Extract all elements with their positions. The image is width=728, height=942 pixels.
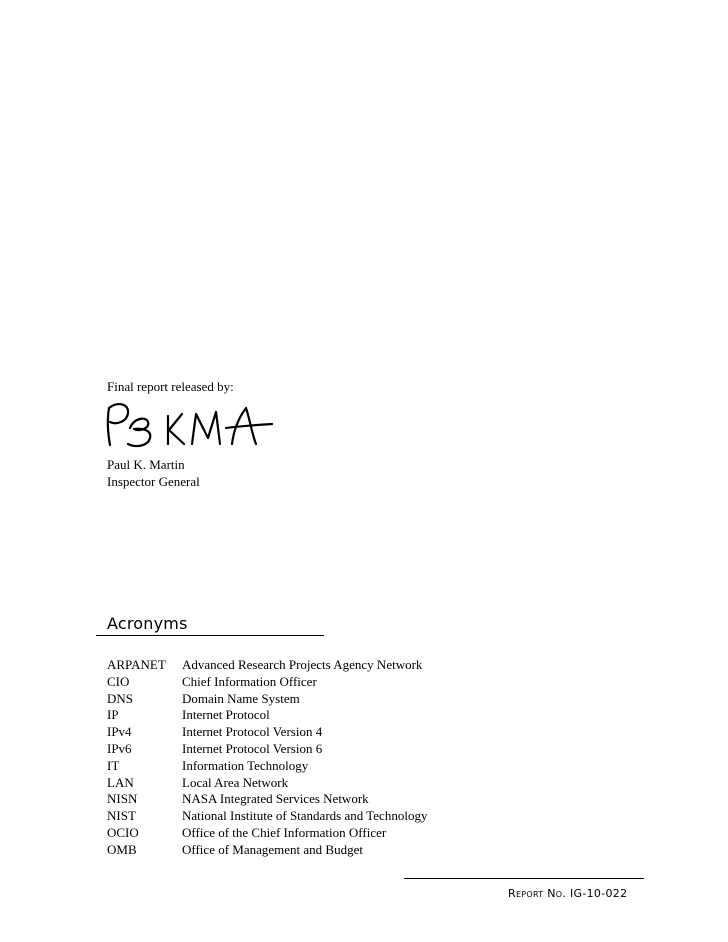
report-footer [508, 887, 627, 900]
acronym-abbr: OMB [107, 841, 137, 857]
acronym-row [107, 674, 427, 691]
acronym-meaning: Local Area Network [182, 774, 289, 790]
acronyms-heading: Acronyms [107, 614, 188, 633]
signer-name: Paul K. Martin [107, 457, 185, 472]
acronym-abbr: DNS [107, 690, 134, 706]
acronym-meaning: Office of Management and Budget [182, 841, 363, 857]
acronym-row [107, 707, 427, 724]
acronym-abbr: LAN [107, 774, 134, 790]
acronym-row [107, 691, 427, 708]
signature-image [100, 398, 275, 454]
acronym-meaning: Internet Protocol [182, 707, 270, 723]
acronym-meaning: NASA Integrated Services Network [182, 791, 369, 807]
acronym-row [107, 724, 427, 741]
acronym-meaning: Information Technology [182, 757, 309, 773]
acronym-abbr: IPv6 [107, 740, 132, 756]
acronym-row [107, 758, 427, 775]
acronym-abbr: ARPANET [107, 657, 166, 672]
acronym-abbr: NISN [107, 791, 138, 807]
acronym-abbr: OCIO [107, 824, 139, 840]
acronym-row [107, 791, 427, 808]
acronym-abbr: IP [107, 707, 119, 723]
acronym-meaning: Internet Protocol Version 6 [182, 740, 323, 756]
footer-rule [404, 878, 644, 879]
acronym-row [107, 842, 427, 859]
acronym-row [107, 657, 427, 674]
report-number: IG-10-022 [570, 887, 628, 900]
acronym-abbr: IPv4 [107, 724, 132, 740]
signer-title: Inspector General [107, 474, 200, 489]
acronym-meaning: Internet Protocol Version 4 [182, 724, 323, 740]
acronym-abbr: IT [107, 757, 120, 773]
acronym-meaning: Office of the Chief Information Officer [182, 824, 387, 840]
signer-block [107, 456, 200, 490]
report-label: Report No. [508, 887, 567, 900]
acronym-row [107, 825, 427, 842]
acronym-row [107, 808, 427, 825]
acronym-list [107, 657, 427, 859]
acronyms-heading-rule [96, 635, 324, 636]
acronym-abbr: NIST [107, 808, 136, 824]
released-by-label: Final report released by: [107, 379, 234, 394]
acronym-meaning: Domain Name System [182, 690, 300, 706]
acronym-meaning: National Institute of Standards and Technology [182, 808, 428, 824]
acronym-row [107, 775, 427, 792]
acronym-meaning: Chief Information Officer [182, 673, 317, 689]
acronym-abbr: CIO [107, 673, 130, 689]
acronym-row [107, 741, 427, 758]
acronym-meaning: Advanced Research Projects Agency Network [182, 657, 423, 672]
